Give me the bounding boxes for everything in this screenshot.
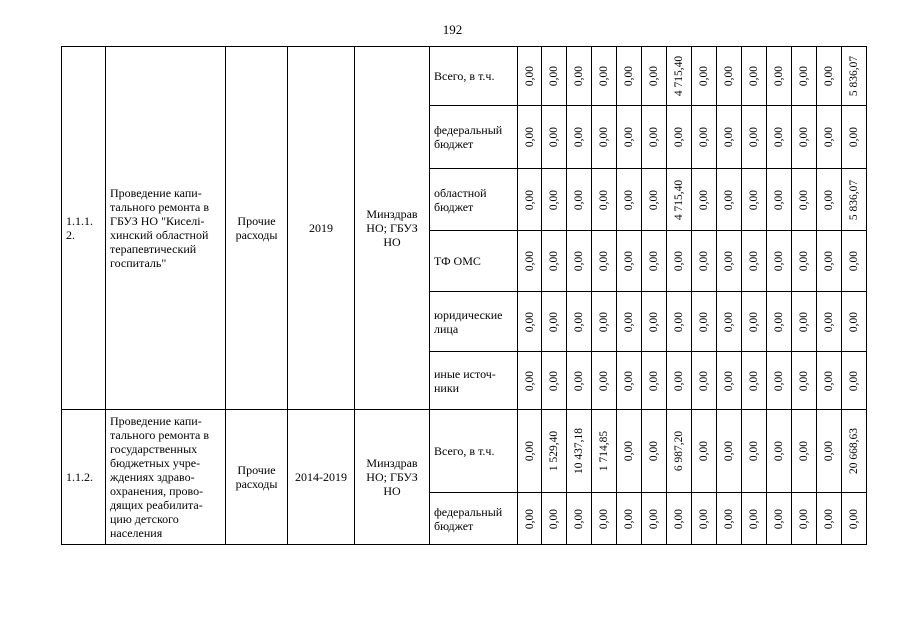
amount-value: 0,00 [748, 250, 760, 272]
amount-value: 0,00 [773, 126, 785, 148]
amount-value: 0,00 [773, 250, 785, 272]
amount-value: 0,00 [773, 65, 785, 87]
amount-value: 0,00 [823, 189, 835, 210]
amount-cell [692, 169, 717, 231]
amount-value: 5 836,07 [848, 179, 860, 220]
amount-value: 0,00 [848, 250, 860, 272]
amount-value: 0,00 [673, 250, 685, 272]
expense-type: Прочие расходы [226, 410, 288, 545]
amount-cell [642, 47, 667, 106]
amount-cell [642, 493, 667, 545]
amount-value: 0,00 [748, 65, 760, 87]
amount-value: 0,00 [548, 189, 560, 210]
amount-value: 0,00 [723, 311, 735, 332]
amount-value: 0,00 [673, 370, 685, 391]
amount-value: 0,00 [723, 250, 735, 272]
amount-cell [692, 231, 717, 292]
amount-cell [742, 169, 767, 231]
amount-value: 0,00 [723, 65, 735, 87]
amount-value: 0,00 [748, 189, 760, 210]
amount-cell [567, 352, 592, 410]
amount-value: 0,00 [523, 311, 536, 332]
amount-cell [817, 47, 842, 106]
funding-source-label: федеральный бюджет [430, 106, 518, 169]
amount-cell [592, 493, 617, 545]
amount-cell [567, 292, 592, 352]
amount-cell [767, 169, 792, 231]
amount-value: 0,00 [548, 370, 560, 391]
amount-cell [518, 106, 542, 169]
amount-value: 0,00 [773, 311, 785, 332]
amount-cell [842, 169, 867, 231]
amount-cell [667, 410, 692, 493]
amount-cell [692, 47, 717, 106]
amount-cell [567, 106, 592, 169]
amount-cell [667, 493, 692, 545]
amount-value: 0,00 [648, 311, 660, 332]
amount-cell [717, 231, 742, 292]
funding-source-label: областной бюджет [430, 169, 518, 231]
amount-cell [542, 169, 567, 231]
amount-cell [667, 106, 692, 169]
amount-value: 1 529,40 [548, 430, 560, 472]
amount-value: 0,00 [848, 126, 860, 148]
amount-value: 0,00 [523, 189, 536, 210]
amount-cell [542, 106, 567, 169]
executor: Минздрав НО; ГБУЗ НО [355, 47, 430, 410]
amount-cell [667, 292, 692, 352]
amount-value: 0,00 [848, 508, 860, 529]
amount-value: 0,00 [698, 65, 710, 87]
amount-value: 0,00 [798, 508, 810, 529]
amount-cell [742, 47, 767, 106]
amount-cell [542, 292, 567, 352]
amount-cell [617, 292, 642, 352]
amount-cell [692, 493, 717, 545]
amount-cell [518, 352, 542, 410]
amount-cell [518, 292, 542, 352]
page-number: 192 [442, 22, 463, 37]
amount-cell [567, 493, 592, 545]
amount-cell [842, 410, 867, 493]
amount-value: 0,00 [573, 189, 585, 210]
amount-cell [742, 292, 767, 352]
amount-cell [592, 292, 617, 352]
amount-cell [742, 106, 767, 169]
amount-value: 0,00 [548, 65, 560, 87]
amount-value: 0,00 [673, 311, 685, 332]
amount-cell [842, 106, 867, 169]
amount-value: 0,00 [823, 250, 835, 272]
amount-cell [717, 410, 742, 493]
amount-value: 0,00 [598, 65, 610, 87]
amount-cell [717, 106, 742, 169]
amount-cell [842, 352, 867, 410]
amount-value: 0,00 [548, 126, 560, 148]
measure-name: Проведение капи- тального ремонта в государственных бюджетных учре- ждениях здраво- охранения, прово- дящих реабилита- цию детского населения [106, 410, 226, 545]
amount-value: 0,00 [773, 189, 785, 210]
amount-cell [518, 169, 542, 231]
amount-value: 0,00 [823, 508, 835, 529]
amount-cell [642, 352, 667, 410]
amount-value: 0,00 [598, 370, 610, 391]
amount-value: 0,00 [798, 440, 810, 462]
amount-value: 0,00 [623, 508, 635, 529]
amount-cell [767, 292, 792, 352]
amount-cell [617, 169, 642, 231]
amount-value: 0,00 [848, 311, 860, 332]
amount-value: 0,00 [798, 189, 810, 210]
amount-value: 0,00 [648, 126, 660, 148]
amount-cell [567, 47, 592, 106]
amount-cell [592, 106, 617, 169]
amount-value: 0,00 [548, 311, 560, 332]
amount-cell [617, 352, 642, 410]
amount-cell [817, 292, 842, 352]
amount-value: 0,00 [723, 370, 735, 391]
amount-value: 0,00 [523, 508, 536, 529]
amount-value: 0,00 [723, 508, 735, 529]
amount-value: 0,00 [623, 311, 635, 332]
amount-cell [817, 493, 842, 545]
amount-cell [842, 493, 867, 545]
amount-cell [792, 231, 817, 292]
amount-cell [667, 352, 692, 410]
amount-value: 0,00 [573, 250, 585, 272]
amount-value: 0,00 [648, 440, 660, 462]
amount-cell [792, 169, 817, 231]
amount-cell [817, 169, 842, 231]
amount-value: 0,00 [848, 370, 860, 391]
amount-value: 0,00 [523, 440, 536, 462]
amount-value: 0,00 [598, 189, 610, 210]
amount-cell [717, 169, 742, 231]
amount-value: 0,00 [648, 370, 660, 391]
amount-value: 0,00 [773, 370, 785, 391]
amount-value: 0,00 [798, 126, 810, 148]
table-row [62, 410, 867, 493]
amount-cell [692, 106, 717, 169]
amount-cell [717, 47, 742, 106]
amount-cell [742, 352, 767, 410]
amount-value: 0,00 [623, 370, 635, 391]
expense-type: Прочие расходы [226, 47, 288, 410]
amount-cell [817, 231, 842, 292]
amount-cell [642, 410, 667, 493]
amount-value: 0,00 [548, 250, 560, 272]
amount-value: 0,00 [673, 126, 685, 148]
amount-cell [617, 47, 642, 106]
amount-cell [617, 493, 642, 545]
amount-value: 0,00 [648, 65, 660, 87]
amount-value: 0,00 [573, 311, 585, 332]
funding-source-label: ТФ ОМС [430, 231, 518, 292]
amount-cell [767, 410, 792, 493]
amount-value: 0,00 [798, 311, 810, 332]
amount-cell [767, 106, 792, 169]
amount-cell [642, 169, 667, 231]
amount-cell [792, 410, 817, 493]
amount-cell [817, 352, 842, 410]
amount-cell [592, 47, 617, 106]
executor: Минздрав НО; ГБУЗ НО [355, 410, 430, 545]
amount-cell [817, 410, 842, 493]
amount-cell [542, 47, 567, 106]
amount-value: 0,00 [698, 311, 710, 332]
amount-cell [542, 231, 567, 292]
amount-value: 0,00 [723, 440, 735, 462]
row-code: 1.1.1. 2. [62, 47, 106, 410]
amount-value: 0,00 [648, 189, 660, 210]
amount-cell [792, 47, 817, 106]
amount-cell [667, 47, 692, 106]
amount-value: 0,00 [598, 126, 610, 148]
amount-cell [742, 231, 767, 292]
amount-cell [692, 292, 717, 352]
amount-value: 0,00 [523, 250, 536, 272]
amount-cell [642, 292, 667, 352]
amount-value: 0,00 [523, 370, 536, 391]
amount-value: 0,00 [798, 250, 810, 272]
amount-value: 0,00 [823, 440, 835, 462]
amount-value: 0,00 [673, 508, 685, 529]
amount-cell [567, 231, 592, 292]
amount-value: 0,00 [598, 250, 610, 272]
amount-value: 0,00 [623, 65, 635, 87]
amount-cell [767, 47, 792, 106]
amount-cell [742, 410, 767, 493]
amount-value: 0,00 [723, 189, 735, 210]
amount-cell [767, 352, 792, 410]
amount-cell [518, 493, 542, 545]
amount-value: 6 987,20 [673, 430, 685, 472]
budget-table [61, 46, 867, 545]
amount-value: 0,00 [798, 370, 810, 391]
amount-cell [692, 352, 717, 410]
amount-value: 10 437,18 [573, 428, 585, 474]
amount-value: 0,00 [748, 508, 760, 529]
amount-value: 4 715,40 [673, 55, 685, 97]
amount-cell [767, 231, 792, 292]
amount-value: 0,00 [648, 508, 660, 529]
amount-cell [592, 352, 617, 410]
amount-value: 4 715,40 [673, 179, 685, 220]
amount-cell [817, 106, 842, 169]
amount-cell [542, 493, 567, 545]
amount-cell [542, 410, 567, 493]
amount-value: 0,00 [773, 508, 785, 529]
measure-name: Проведение капи- тального ремонта в ГБУЗ НО "Киселi- хинский областной терапевтический госпиталь" [106, 47, 226, 410]
amount-value: 0,00 [823, 65, 835, 87]
amount-cell [717, 493, 742, 545]
amount-cell [518, 231, 542, 292]
amount-value: 0,00 [573, 370, 585, 391]
amount-value: 0,00 [623, 440, 635, 462]
amount-value: 0,00 [823, 370, 835, 391]
funding-source-label: Всего, в т.ч. [430, 410, 518, 493]
amount-cell [592, 231, 617, 292]
amount-value: 0,00 [623, 250, 635, 272]
amount-cell [792, 106, 817, 169]
amount-cell [518, 47, 542, 106]
amount-cell [842, 292, 867, 352]
amount-cell [692, 410, 717, 493]
funding-source-label: федеральный бюджет [430, 493, 518, 545]
amount-value: 0,00 [748, 126, 760, 148]
amount-cell [742, 493, 767, 545]
amount-cell [792, 493, 817, 545]
amount-cell [767, 493, 792, 545]
amount-value: 0,00 [573, 65, 585, 87]
amount-cell [617, 410, 642, 493]
amount-cell [842, 231, 867, 292]
amount-cell [567, 169, 592, 231]
amount-cell [667, 231, 692, 292]
amount-value: 0,00 [573, 508, 585, 529]
amount-value: 0,00 [823, 126, 835, 148]
amount-value: 0,00 [823, 311, 835, 332]
amount-cell [567, 410, 592, 493]
row-code: 1.1.2. [62, 410, 106, 545]
amount-value: 1 714,85 [598, 430, 610, 472]
amount-value: 0,00 [698, 508, 710, 529]
implementation-period: 2014-2019 [288, 410, 355, 545]
amount-value: 0,00 [723, 126, 735, 148]
amount-value: 0,00 [698, 440, 710, 462]
amount-value: 0,00 [523, 126, 536, 148]
amount-value: 0,00 [773, 440, 785, 462]
amount-value: 0,00 [648, 250, 660, 272]
amount-value: 0,00 [623, 189, 635, 210]
implementation-period: 2019 [288, 47, 355, 410]
amount-cell [642, 106, 667, 169]
amount-cell [518, 410, 542, 493]
amount-value: 0,00 [598, 311, 610, 332]
amount-cell [592, 169, 617, 231]
amount-value: 5 836,07 [848, 55, 860, 97]
amount-value: 0,00 [698, 250, 710, 272]
amount-value: 0,00 [523, 65, 536, 87]
amount-cell [617, 106, 642, 169]
amount-cell [667, 169, 692, 231]
amount-value: 0,00 [698, 189, 710, 210]
funding-source-label: юридические лица [430, 292, 518, 352]
amount-cell [717, 352, 742, 410]
amount-value: 0,00 [748, 440, 760, 462]
amount-value: 0,00 [598, 508, 610, 529]
amount-cell [717, 292, 742, 352]
amount-value: 0,00 [698, 370, 710, 391]
amount-cell [792, 352, 817, 410]
amount-value: 20 668,63 [848, 428, 860, 474]
amount-cell [642, 231, 667, 292]
amount-value: 0,00 [798, 65, 810, 87]
funding-source-label: иные источ- ники [430, 352, 518, 410]
amount-value: 0,00 [748, 370, 760, 391]
amount-value: 0,00 [698, 126, 710, 148]
amount-cell [617, 231, 642, 292]
funding-source-label: Всего, в т.ч. [430, 47, 518, 106]
amount-cell [542, 352, 567, 410]
table-row [62, 47, 867, 106]
amount-value: 0,00 [748, 311, 760, 332]
amount-value: 0,00 [623, 126, 635, 148]
amount-cell [842, 47, 867, 106]
amount-cell [592, 410, 617, 493]
amount-value: 0,00 [548, 508, 560, 529]
amount-cell [792, 292, 817, 352]
amount-value: 0,00 [573, 126, 585, 148]
